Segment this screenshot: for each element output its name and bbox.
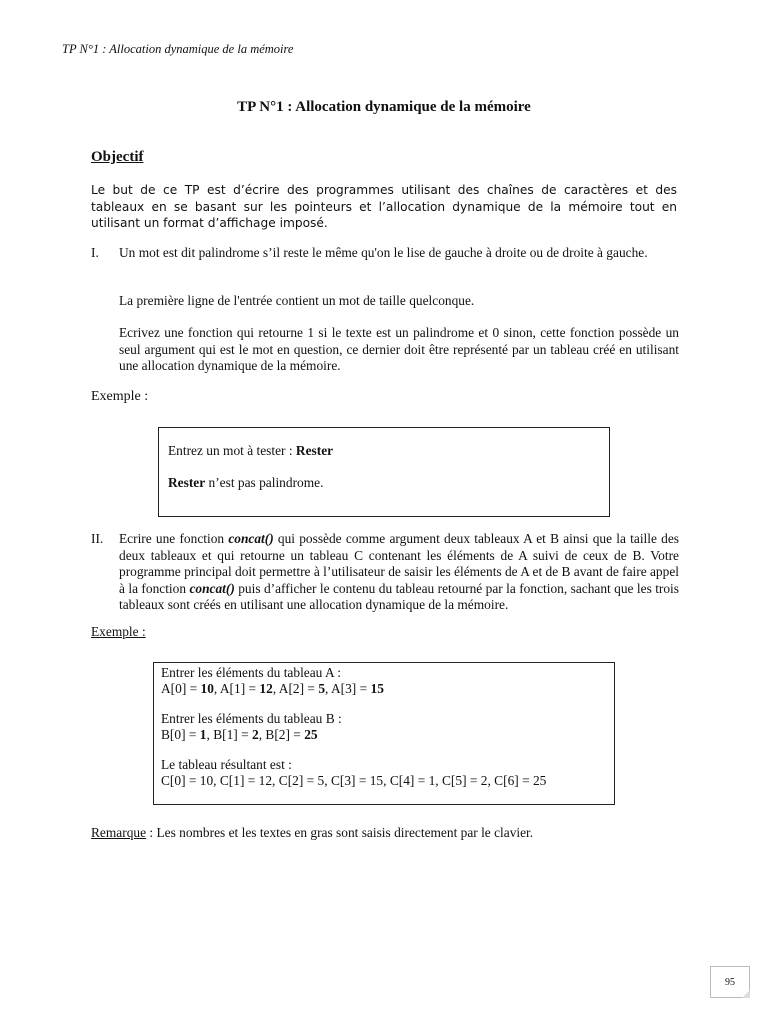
concat-function-name-2: concat() [189,580,235,596]
b2-value: 25 [304,727,318,742]
section-2-text-a: Ecrire une fonction [119,531,229,546]
remark-text: : Les nombres et les textes en gras sont saisis directement par le clavier. [146,825,534,840]
page-number: 95 [710,966,750,998]
example-1-prompt: Entrez un mot à tester : [168,443,296,458]
b1-value: 2 [252,727,259,742]
concat-function-name: concat() [228,531,274,546]
section-1-example-label: Exemple : [91,389,149,404]
example-1-result: n’est pas palindrome. [205,475,324,490]
section-2-number: II. [91,531,104,546]
example-2-result-prompt: Le tableau résultant est : [161,757,292,772]
running-header: TP N°1 : Allocation dynamique de la mémoire [62,42,294,56]
example-1-line-2 [168,475,323,492]
a3-value: 15 [370,681,384,696]
example-2-a-prompt: Entrer les éléments du tableau A : [161,665,341,680]
b0-value: 1 [199,727,207,742]
example-2-b-values: B[0] = 1, B[1] = 2, B[2] = 25 [161,727,318,742]
section-1-number: I. [91,245,99,260]
b0-label: B[0] = [161,727,200,742]
a3-label: A[3] = [330,681,371,696]
section-2-example-box [153,662,615,805]
example-2-b-prompt: Entrer les éléments du tableau B : [161,711,342,726]
remark [91,825,533,841]
example-2-result-line: C[0] = 10, C[1] = 12, C[2] = 5, C[3] = 15, C[4] = 1, C[5] = 2, C[6] = 25 [161,773,547,788]
section-1-paragraph-3: Ecrivez une fonction qui retourne 1 si le texte est un palindrome et 0 sinon, cette fonction possède un seul argument qui est le mot en question, ce dernier doit être représenté par un tableau créé en utilisant une allocation dynamique de la mémoire. [119,325,679,373]
example-1-input: Rester [295,443,334,458]
section-1-example-box [158,427,610,517]
a1-value: 12 [259,681,273,696]
section-2-text-c: puis d’afficher le contenu du tableau retourné par la fonction, sachant que les trois tableaux sont créés en utilisant une allocation dynamique de la mémoire. [119,580,679,612]
section-2-example-label: Exemple : [91,624,146,639]
section-2-text-b: qui possède comme argument deux tableaux A et B ainsi que la taille des deux tableaux et qui retourne un tableau C contenant les éléments de A suivi de ceux de B. Votre programme principal doit permettre à l’utilisateur de saisir les éléments de A et de B avant de faire appel à la fonction [119,531,679,596]
objective-heading: Objectif [91,149,144,165]
example-2-a-values: A[0] = 10, A[1] = 12, A[2] = 5, A[3] = 15 [161,681,384,696]
section-2-paragraph [119,531,679,614]
document-title: TP N°1 : Allocation dynamique de la mémoire [237,99,531,115]
remark-label: Remarque [91,825,147,840]
section-1-paragraph-2: La première ligne de l'entrée contient un mot de taille quelconque. [119,293,475,308]
a1-label: A[1] = [219,681,260,696]
example-1-word: Rester [168,475,206,490]
b1-label: B[1] = [213,727,252,742]
a2-label: A[2] = [278,681,319,696]
a2-value: 5 [318,681,326,696]
section-1-paragraph-1: Un mot est dit palindrome s’il reste le même qu'on le lise de gauche à droite ou de droite à gauche. [119,245,648,260]
a0-label: A[0] = [161,681,201,696]
b2-label: B[2] = [265,727,305,742]
example-1-line-1 [168,443,333,460]
a0-value: 10 [200,681,214,696]
objective-text: Le but de ce TP est d’écrire des programmes utilisant des chaînes de caractères et des tableaux en se basant sur les pointeurs et l’allocation dynamique de la mémoire tout en utilisant un format d’affichage imposé. [91,183,677,230]
